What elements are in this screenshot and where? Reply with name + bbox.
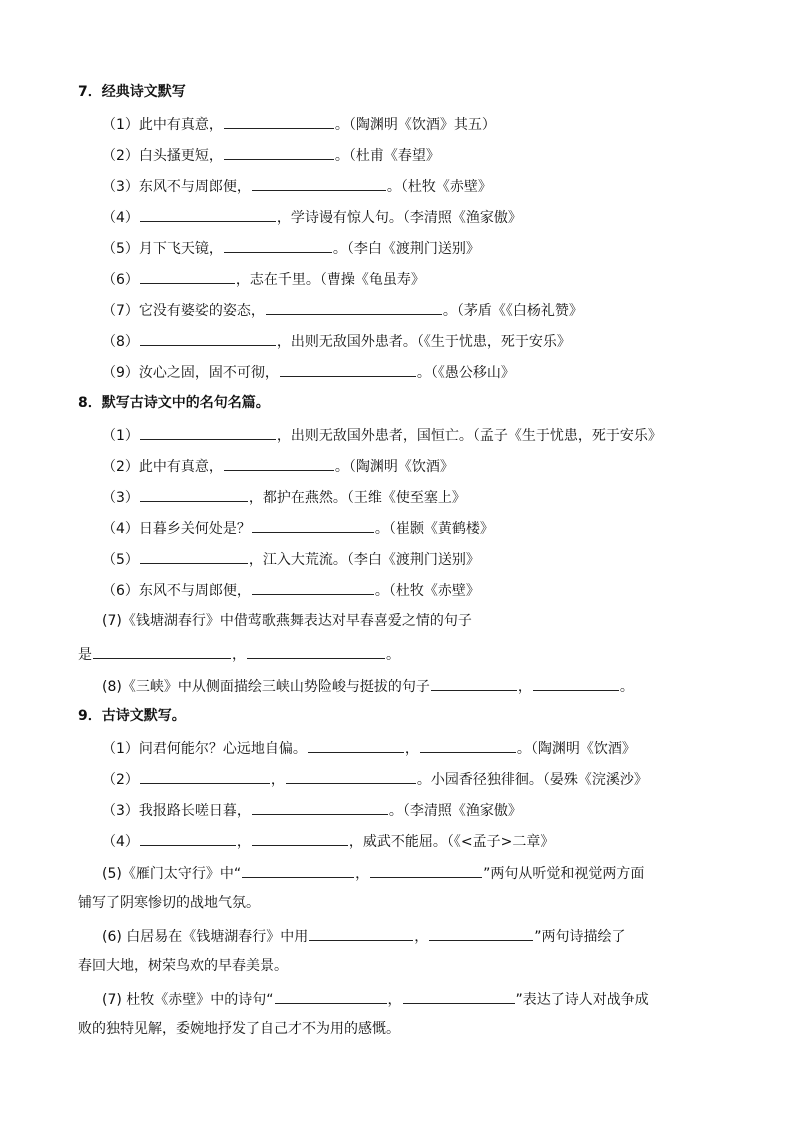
s9-q2: （2） ， 。小园香径独徘徊。（晏殊《浣溪沙》 [0, 768, 794, 790]
answer-blank[interactable] [224, 113, 334, 129]
s9-q4: （4） ， ，威武不能屈。（《<孟子>二章》 [0, 830, 794, 852]
answer-blank[interactable] [140, 206, 276, 222]
answer-blank[interactable] [370, 862, 482, 878]
s7-q7: （7）它没有婆娑的姿态， 。（茅盾《《白杨礼赞》 [0, 299, 794, 321]
section-7-title: 7．经典诗文默写 [78, 84, 186, 100]
answer-blank[interactable] [429, 925, 533, 941]
s7-q6: （6） ，志在千里。（曹操《龟虽寿》 [0, 268, 794, 290]
s8-q1: （1） ，出则无敌国外患者，国恒亡。（孟子《生于忧患，死于安乐》 [0, 424, 794, 446]
s8-q5: （5） ，江入大荒流。（李白《渡荆门送别》 [0, 548, 794, 570]
s7-q1: （1）此中有真意， 。（陶渊明《饮酒》其五） [0, 113, 794, 135]
answer-blank[interactable] [533, 675, 619, 691]
section-9-title: 9．古诗文默写。 [78, 708, 186, 724]
s9-q7-cont: 败的独特见解，委婉地抒发了自己才不为用的感慨。 [78, 1021, 400, 1037]
answer-blank[interactable] [140, 830, 236, 846]
answer-blank[interactable] [224, 144, 334, 160]
s9-q7: (7) 杜牧《赤壁》中的诗句“ ， ”表达了诗人对战争成 [0, 988, 794, 1010]
answer-blank[interactable] [309, 925, 413, 941]
s7-q8: （8） ，出则无敌国外患者。（《生于忧患，死于安乐》 [0, 330, 794, 352]
section-8-title: 8．默写古诗文中的名句名篇。 [78, 395, 270, 411]
answer-blank[interactable] [140, 768, 270, 784]
s9-q5-cont: 铺写了阴寒惨切的战地气氛。 [78, 895, 260, 911]
answer-blank[interactable] [431, 675, 517, 691]
answer-blank[interactable] [286, 768, 416, 784]
s9-q1: （1）问君何能尔？心远地自偏。 ， 。（陶渊明《饮酒》 [0, 737, 794, 759]
s7-q2: （2）白头搔更短， 。（杜甫《春望》 [0, 144, 794, 166]
answer-blank[interactable] [252, 830, 348, 846]
answer-blank[interactable] [242, 862, 354, 878]
answer-blank[interactable] [93, 643, 231, 659]
s8-q4: （4）日暮乡关何处是？ 。（崔颢《黄鹤楼》 [0, 517, 794, 539]
s8-q8: (8)《三峡》中从侧面描绘三峡山势险峻与挺拔的句子 ， 。 [0, 675, 794, 697]
s8-q2: （2）此中有真意， 。（陶渊明《饮酒》 [0, 455, 794, 477]
s7-q4: （4） ，学诗谩有惊人句。（李清照《渔家傲》 [0, 206, 794, 228]
answer-blank[interactable] [140, 424, 276, 440]
answer-blank[interactable] [224, 237, 332, 253]
s8-q6: （6）东风不与周郎便， 。（杜牧《赤壁》 [0, 579, 794, 601]
s9-q6: (6) 白居易在《钱塘湖春行》中用 ， ”两句诗描绘了 [0, 925, 794, 947]
s9-q6-cont: 春回大地，树荣鸟欢的早春美景。 [78, 958, 288, 974]
answer-blank[interactable] [275, 988, 387, 1004]
answer-blank[interactable] [252, 175, 386, 191]
s7-q9: （9）汝心之固，固不可彻， 。（《愚公移山》 [0, 361, 794, 383]
answer-blank[interactable] [140, 330, 276, 346]
s8-q7-answer: 是 ， 。 [0, 643, 794, 665]
answer-blank[interactable] [308, 737, 404, 753]
answer-blank[interactable] [280, 361, 416, 377]
answer-blank[interactable] [140, 486, 248, 502]
answer-blank[interactable] [224, 455, 334, 471]
answer-blank[interactable] [266, 299, 442, 315]
s7-q3: （3）东风不与周郎便， 。（杜牧《赤壁》 [0, 175, 794, 197]
answer-blank[interactable] [252, 799, 388, 815]
s9-q3: （3）我报路长嗟日暮， 。（李清照《渔家傲》 [0, 799, 794, 821]
s9-q5: (5)《雁门太守行》中“ ， ”两句从听觉和视觉两方面 [0, 862, 794, 884]
s8-q3: （3） ，都护在燕然。（王维《使至塞上》 [0, 486, 794, 508]
answer-blank[interactable] [420, 737, 516, 753]
answer-blank[interactable] [247, 643, 385, 659]
answer-blank[interactable] [140, 548, 248, 564]
answer-blank[interactable] [252, 579, 374, 595]
answer-blank[interactable] [252, 517, 374, 533]
answer-blank[interactable] [403, 988, 515, 1004]
s7-q5: （5）月下飞天镜， 。（李白《渡荆门送别》 [0, 237, 794, 259]
s8-q7-prompt: (7)《钱塘湖春行》中借莺歌燕舞表达对早春喜爱之情的句子 [102, 613, 472, 629]
answer-blank[interactable] [140, 268, 235, 284]
